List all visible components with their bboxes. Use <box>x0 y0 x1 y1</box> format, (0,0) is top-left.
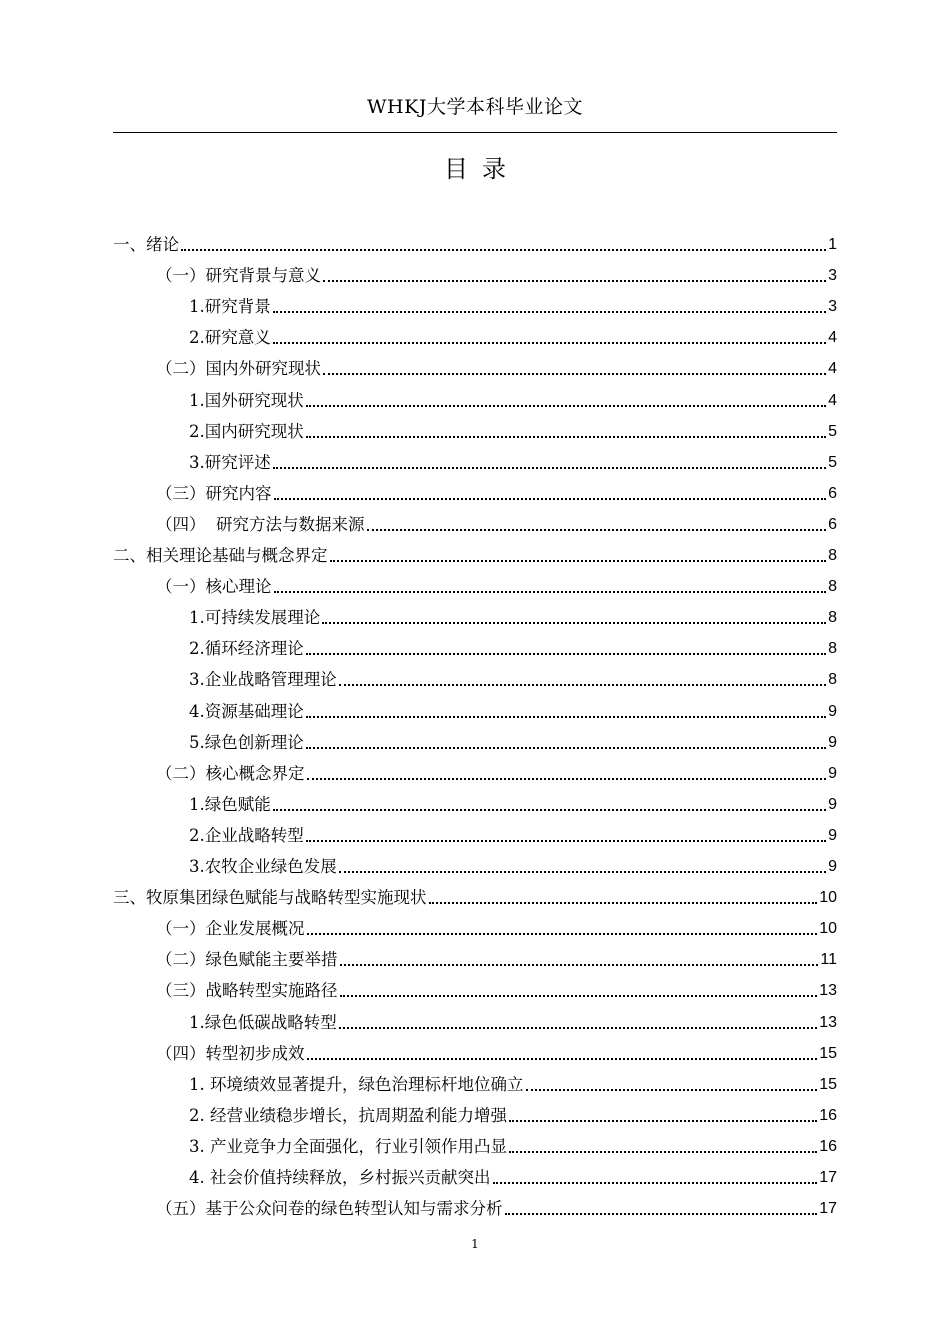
toc-dot-leader <box>306 716 826 718</box>
toc-entry[interactable] <box>189 786 837 816</box>
toc-entry[interactable] <box>156 1035 837 1065</box>
toc-entry-label: （一）研究背景与意义 <box>156 266 321 286</box>
toc-dot-leader <box>429 902 818 904</box>
toc-dot-leader <box>505 1213 818 1215</box>
toc-entry-label: 2.国内研究现状 <box>189 421 304 441</box>
toc-entry-label: 3.农牧企业绿色发展 <box>189 857 337 876</box>
toc-entry-page: 4 <box>828 391 837 409</box>
toc-entry-label: 1.国外研究现状 <box>189 390 304 410</box>
toc-entry[interactable] <box>189 1004 837 1034</box>
toc-entry-page: 6 <box>828 484 837 502</box>
toc-entry[interactable] <box>113 537 837 567</box>
toc-entry-page: 8 <box>828 547 837 564</box>
toc-entry-label: 4.资源基础理论 <box>189 701 304 721</box>
toc-entry-page: 15 <box>819 1075 837 1093</box>
toc-dot-leader <box>509 1151 817 1153</box>
toc-entry[interactable] <box>156 257 837 287</box>
toc-dot-leader <box>340 964 819 966</box>
toc-entry-label: 1. 环境绩效显著提升，绿色治理标杆地位确立 <box>189 1074 524 1094</box>
toc-entry-page: 8 <box>828 578 837 596</box>
toc-dot-leader <box>493 1182 818 1184</box>
header-rule <box>113 132 837 133</box>
toc-dot-leader <box>306 405 826 407</box>
toc-entry[interactable] <box>189 288 837 318</box>
running-header: WHKJ大学本科毕业论文 <box>367 96 583 118</box>
toc-dot-leader <box>509 1120 817 1122</box>
toc-entry-label: 1.绿色赋能 <box>189 794 271 814</box>
toc-dot-leader <box>323 280 826 282</box>
toc-entry[interactable] <box>189 444 837 474</box>
toc-entry-page: 6 <box>828 515 837 533</box>
toc-entry-label: 4. 社会价值持续释放，乡村振兴贡献突出 <box>189 1168 491 1187</box>
toc-entry[interactable] <box>156 506 837 536</box>
toc-entry-label: 2.循环经济理论 <box>189 639 304 659</box>
toc-entry-label: 三、牧原集团绿色赋能与战略转型实施现状 <box>113 888 427 908</box>
toc-entry-label: （一）企业发展概况 <box>156 919 305 939</box>
toc-entry[interactable] <box>189 1159 837 1189</box>
toc-entry[interactable] <box>156 475 837 505</box>
toc-entry[interactable] <box>189 413 837 443</box>
toc-entry[interactable] <box>156 755 837 785</box>
toc-entry-page: 3 <box>828 298 837 316</box>
toc-dot-leader <box>273 311 826 313</box>
toc-entry[interactable] <box>189 599 837 629</box>
toc-entry-page: 17 <box>819 1169 837 1186</box>
toc-entry[interactable] <box>189 1097 837 1127</box>
toc-entry-label: 5.绿色创新理论 <box>189 732 304 752</box>
toc-entry[interactable] <box>156 910 837 940</box>
toc-dot-leader <box>526 1089 818 1091</box>
toc-entry-page: 8 <box>828 609 837 627</box>
toc-dot-leader <box>306 436 826 438</box>
toc-dot-leader <box>273 809 826 811</box>
toc-entry-label: （四） 研究方法与数据来源 <box>156 514 365 534</box>
toc-entry-page: 10 <box>819 889 837 907</box>
toc-entry-page: 17 <box>819 1200 837 1218</box>
toc-dot-leader <box>339 871 826 873</box>
toc-entry-label: （二）绿色赋能主要举措 <box>156 950 338 970</box>
toc-dot-leader <box>339 1027 817 1029</box>
toc-dot-leader <box>274 591 827 593</box>
toc-entry-page: 9 <box>828 795 837 813</box>
toc-dot-leader <box>306 840 826 842</box>
toc-entry-label: （二）国内外研究现状 <box>156 359 321 379</box>
page-number: 1 <box>471 1237 479 1251</box>
toc-entry-page: 5 <box>828 422 837 440</box>
toc-entry-label: 2. 经营业绩稳步增长，抗周期盈利能力增强 <box>189 1105 507 1125</box>
toc-entry[interactable] <box>189 382 837 412</box>
toc-entry-label: 二、相关理论基础与概念界定 <box>113 546 328 565</box>
toc-entry-page: 9 <box>828 764 837 782</box>
toc-entry[interactable] <box>189 630 837 660</box>
toc-entry-page: 1 <box>828 236 837 253</box>
toc-dot-leader <box>273 467 826 469</box>
toc-entry-label: 3. 产业竞争力全面强化，行业引领作用凸显 <box>189 1136 507 1156</box>
toc-entry-page: 9 <box>828 702 837 720</box>
toc-entry[interactable] <box>156 941 837 971</box>
toc-entry[interactable] <box>189 661 837 691</box>
toc-entry-page: 4 <box>828 329 837 347</box>
toc-entry[interactable] <box>189 724 837 754</box>
toc-dot-leader <box>330 560 827 562</box>
toc-entry[interactable] <box>113 226 837 256</box>
toc-entry-page: 4 <box>828 360 837 378</box>
toc-entry[interactable] <box>189 817 837 847</box>
toc-entry-page: 13 <box>819 1013 837 1031</box>
toc-dot-leader <box>322 622 826 624</box>
toc-entry-label: 3.研究评述 <box>189 452 271 472</box>
toc-dot-leader <box>274 498 827 500</box>
toc-entry-page: 8 <box>828 640 837 658</box>
toc-entry[interactable] <box>156 350 837 380</box>
toc-entry-page: 16 <box>819 1137 837 1155</box>
toc-dot-leader <box>307 778 827 780</box>
toc-entry-label: （二）核心概念界定 <box>156 763 305 783</box>
toc-entry-label: 1.可持续发展理论 <box>189 608 321 628</box>
toc-entry-label: 一、绪论 <box>113 235 179 254</box>
toc-title: 目录 <box>444 155 520 183</box>
toc-entry[interactable] <box>189 1128 837 1158</box>
toc-dot-leader <box>306 653 826 655</box>
toc-dot-leader <box>367 529 827 531</box>
toc-dot-leader <box>339 684 826 686</box>
toc-entry-page: 8 <box>828 671 837 689</box>
toc-entry[interactable] <box>189 1066 837 1096</box>
toc-entry-label: （三）战略转型实施路径 <box>156 981 338 1001</box>
toc-entry[interactable] <box>113 879 837 909</box>
toc-entry-page: 9 <box>828 826 837 844</box>
toc-entry-page: 16 <box>819 1106 837 1124</box>
toc-entry-label: （三）研究内容 <box>156 483 272 503</box>
toc-entry[interactable] <box>189 319 837 349</box>
toc-entry-page: 11 <box>820 951 837 969</box>
toc-entry-page: 10 <box>819 920 837 938</box>
toc-entry[interactable] <box>156 568 837 598</box>
toc-entry-label: 1.绿色低碳战略转型 <box>189 1012 337 1032</box>
toc-entry-label: 1.研究背景 <box>189 297 271 317</box>
toc-entry-label: （五）基于公众问卷的绿色转型认知与需求分析 <box>156 1199 503 1219</box>
toc-entry-page: 5 <box>828 453 837 471</box>
toc-entry-page: 13 <box>819 982 837 1000</box>
toc-entry-page: 3 <box>828 267 837 285</box>
toc-dot-leader <box>306 747 826 749</box>
toc-entry-label: （四）转型初步成效 <box>156 1043 305 1063</box>
toc-dot-leader <box>273 342 826 344</box>
toc-dot-leader <box>181 249 826 251</box>
toc-entry-page: 15 <box>819 1044 837 1062</box>
toc-entry-label: （一）核心理论 <box>156 577 272 597</box>
toc-entry[interactable] <box>189 693 837 723</box>
toc-dot-leader <box>307 933 818 935</box>
toc-entry-label: 2.企业战略转型 <box>189 825 304 845</box>
toc-entry-label: 2.研究意义 <box>189 328 271 348</box>
toc-entry[interactable] <box>156 972 837 1002</box>
toc-entry[interactable] <box>189 848 837 878</box>
toc-entry-page: 9 <box>828 733 837 751</box>
toc-dot-leader <box>340 995 818 997</box>
toc-entry[interactable] <box>156 1190 837 1220</box>
toc-dot-leader <box>323 373 826 375</box>
toc-dot-leader <box>307 1058 818 1060</box>
toc-entry-label: 3.企业战略管理理论 <box>189 670 337 690</box>
toc-entry-page: 9 <box>828 858 837 875</box>
